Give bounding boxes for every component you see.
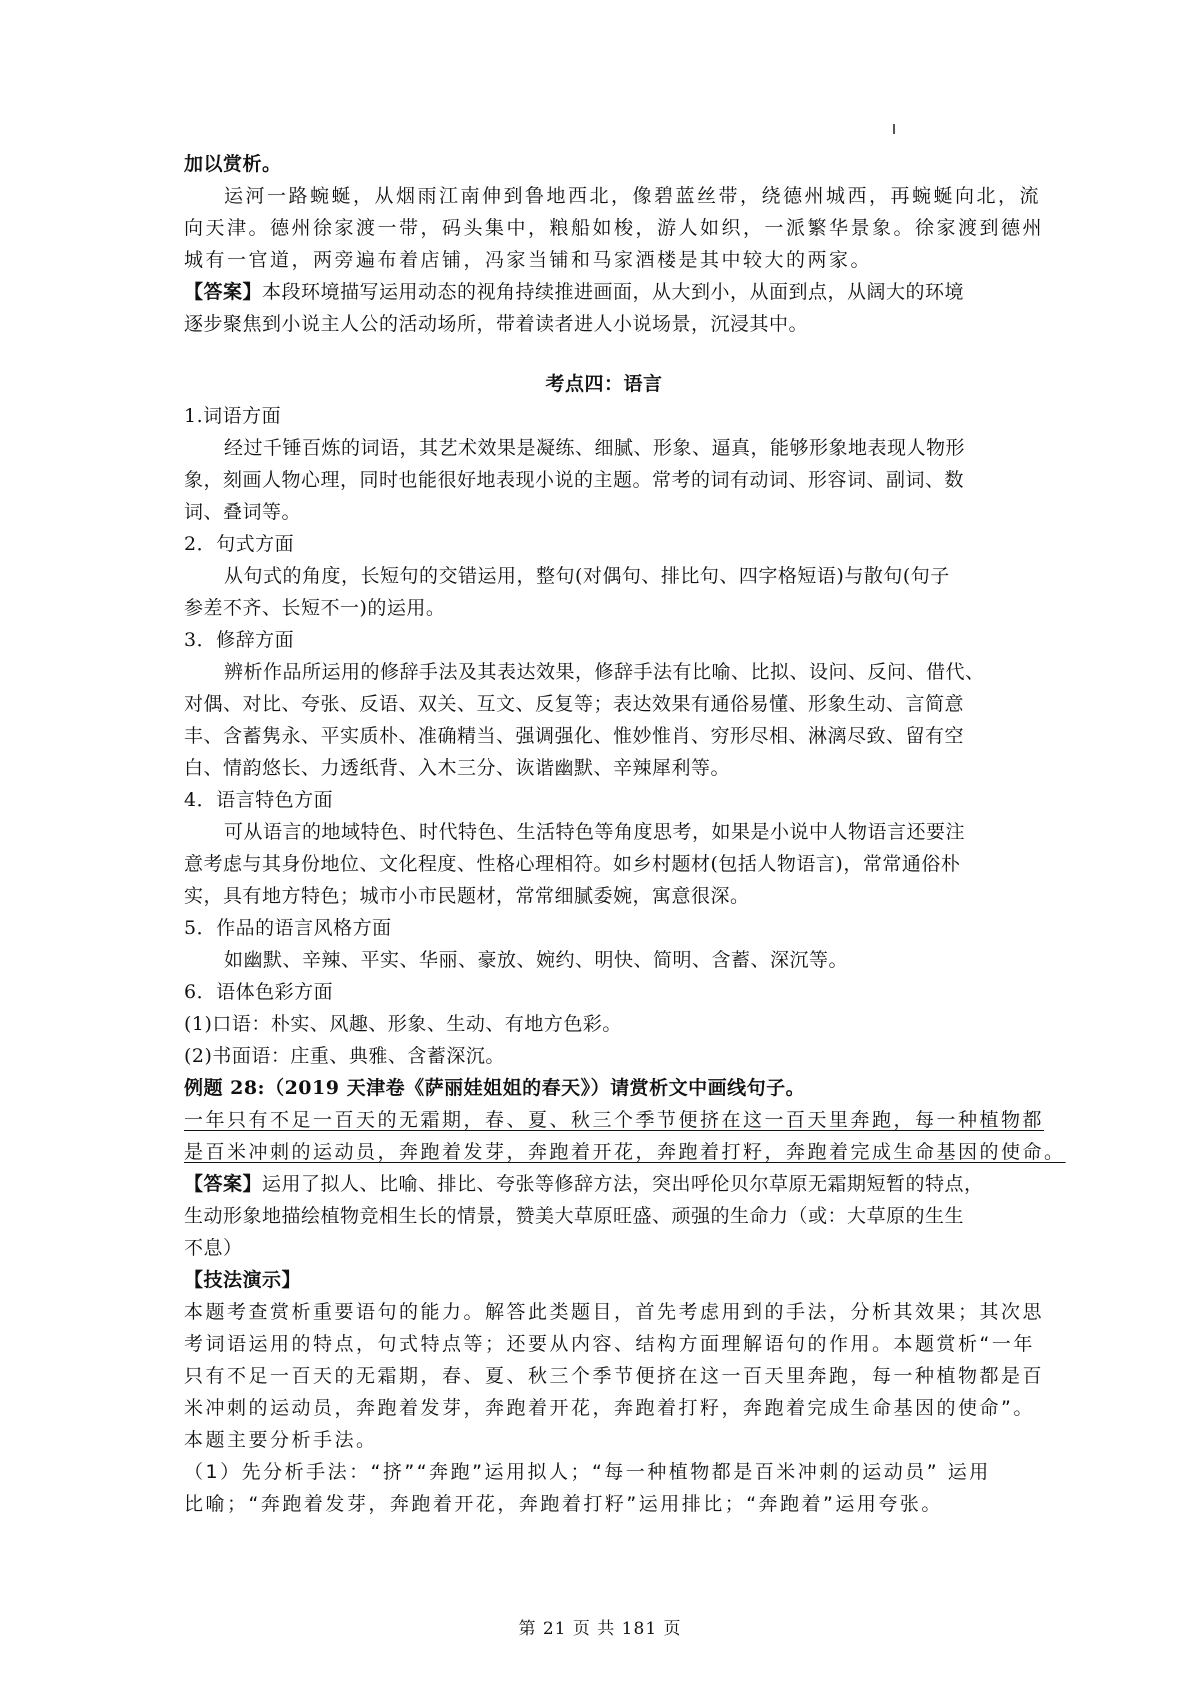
item-text: 可从语言的地域特色、时代特色、生活特色等角度思考，如果是小说中人物语言还要注: [224, 821, 966, 843]
document-page: [184, 0, 1066, 1520]
item-text: 参差不齐、长短不一)的运用。: [184, 597, 446, 619]
passage-line: 运河一路蜿蜒，从烟雨江南伸到鲁地西北，像碧蓝丝带，绕德州城西，再蜿蜒向北，流: [224, 185, 1042, 207]
example-title: 例题 28:（2019 天津卷《萨丽娃姐姐的春天》）请赏析文中画线句子。: [184, 1077, 806, 1099]
skill-line: 本题考查赏析重要语句的能力。解答此类题目，首先考虑用到的手法，分析其效果；其次思: [184, 1301, 1045, 1323]
passage-line: 城有一官道，两旁遍布着店铺，冯家当铺和马家酒楼是其中较大的两家。: [184, 249, 873, 271]
answer-line: [184, 1168, 1024, 1200]
page-number: 第 21 页 共 181 页: [518, 1619, 682, 1639]
heading-tail: 加以赏析。: [184, 153, 282, 175]
item-label: 6．语体色彩方面: [184, 981, 334, 1003]
item-label: 2．句式方面: [184, 533, 295, 555]
item-text: 如幽默、辛辣、平实、华丽、豪放、婉约、明快、简明、含蓄、深沉等。: [224, 949, 849, 971]
answer-tag: 【答案】: [184, 1173, 263, 1195]
item-label: 5．作品的语言风格方面: [184, 917, 392, 939]
passage-line: 向天津。德州徐家渡一带，码头集中，粮船如梭，游人如织，一派繁华景象。徐家渡到德州: [184, 217, 1045, 239]
item-text: 辨析作品所运用的修辞手法及其表达效果，修辞手法有比喻、比拟、设问、反问、借代、: [224, 661, 985, 683]
skill-line: 考词语运用的特点，句式特点等；还要从内容、结构方面理解语句的作用。本题赏析“一年: [184, 1333, 1035, 1355]
skill-tag: 【技法演示】: [184, 1269, 302, 1291]
answer-line: 生动形象地描绘植物竞相生长的情景，赞美大草原旺盛、顽强的生命力（或：大草原的生生: [184, 1205, 965, 1227]
item-text: 词、叠词等。: [184, 501, 302, 523]
answer-text: 运用了拟人、比喻、排比、夸张等修辞方法，突出呼伦贝尔草原无霜期短暂的特点，: [262, 1173, 984, 1195]
skill-line: 本题主要分析手法。: [184, 1429, 378, 1451]
item-text: 实，具有地方特色；城市小市民题材，常常细腻委婉，寓意很深。: [184, 885, 750, 907]
section-title: 考点四：语言: [545, 373, 663, 395]
skill-line: 只有不足一百天的无霜期，春、夏、秋三个季节便挤在这一百天里奔跑，每一种植物都是百: [184, 1365, 1045, 1387]
item-label: 1.词语方面: [184, 405, 282, 427]
answer-line: 逐步聚焦到小说主人公的活动场所，带着读者进人小说场景，沉浸其中。: [184, 313, 809, 335]
skill-line: 比喻；“奔跑着发芽，奔跑着开花，奔跑着打籽”运用排比；“奔跑着”运用夸张。: [184, 1493, 943, 1515]
answer-tag: 【答案】: [184, 281, 263, 303]
item-label: 3．修辞方面: [184, 629, 295, 651]
answer-line: [184, 276, 1024, 308]
style-line: (2)书面语：庄重、典雅、含蓄深沉。: [184, 1045, 505, 1067]
item-text: 经过千锤百炼的词语，其艺术效果是凝练、细腻、形象、逼真，能够形象地表现人物形: [224, 437, 966, 459]
item-label: 4．语言特色方面: [184, 789, 334, 811]
style-line: (1)口语：朴实、风趣、形象、生动、有地方色彩。: [184, 1013, 622, 1035]
item-text: 意考虑与其身份地位、文化程度、性格心理相符。如乡村题材(包括人物语言)，常常通俗朴: [184, 853, 961, 875]
answer-line: 不息）: [184, 1237, 243, 1259]
item-text: 丰、含蓄隽永、平实质朴、准确精当、强调强化、惟妙惟肖、穷形尽相、淋漓尽致、留有空: [184, 725, 965, 747]
skill-line: （1）先分析手法：“挤”“奔跑”运用拟人；“每一种植物都是百米冲刺的运动员” 运用: [184, 1461, 991, 1483]
item-text: 从句式的角度，长短句的交错运用，整句(对偶句、排比句、四字格短语)与散句(句子: [224, 565, 950, 587]
quoted-sentence: 是百米冲刺的运动员，奔跑着发芽，奔跑着开花，奔跑着打籽，奔跑着完成生命基因的使命。: [184, 1141, 1066, 1163]
item-text: 白、情韵悠长、力透纸背、入木三分、诙谐幽默、辛辣犀利等。: [184, 757, 731, 779]
quoted-sentence: 一年只有不足一百天的无霜期，春、夏、秋三个季节便挤在这一百天里奔跑，每一种植物都: [184, 1109, 1045, 1131]
item-text: 对偶、对比、夸张、反语、双关、互文、反复等；表达效果有通俗易懂、形象生动、言简意: [184, 693, 965, 715]
item-text: 象，刻画人物心理，同时也能很好地表现小说的主题。常考的词有动词、形容词、副词、数: [184, 469, 965, 491]
answer-text: 本段环境描写运用动态的视角持续推进画面，从大到小，从面到点，从阔大的环境: [262, 281, 965, 303]
skill-line: 米冲刺的运动员，奔跑着发芽，奔跑着开花，奔跑着打籽，奔跑着完成生命基因的使命”。: [184, 1397, 1035, 1419]
